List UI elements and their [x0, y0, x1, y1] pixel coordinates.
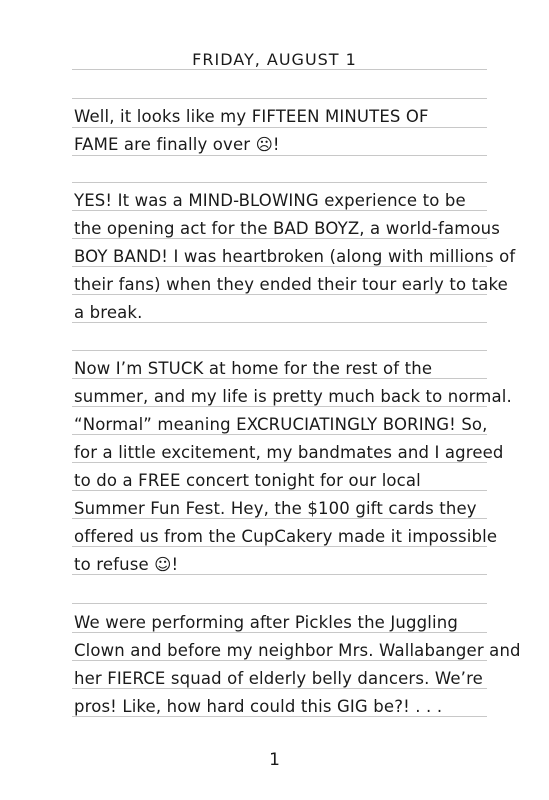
- text-line: for a little excitement, my bandmates and I agreed: [74, 443, 504, 462]
- rule-line: [72, 406, 487, 407]
- text-line: “Normal” meaning EXCRUCIATINGLY BORING! So,: [74, 415, 488, 434]
- text-line: Summer Fun Fest. Hey, the $100 gift cards they: [74, 499, 477, 518]
- page-number: 1: [269, 750, 280, 770]
- text-line: to refuse ☺!: [74, 555, 179, 574]
- text-line: Now I’m STUCK at home for the rest of the: [74, 359, 433, 378]
- rule-line: [72, 518, 487, 519]
- text-line: to do a FREE concert tonight for our local: [74, 471, 421, 490]
- rule-line: [72, 632, 487, 633]
- text-line: BOY BAND! I was heartbroken (along with millions of: [74, 247, 516, 266]
- rule-line: [72, 98, 487, 99]
- page-title: FRIDAY, AUGUST 1: [192, 50, 357, 69]
- rule-line: [72, 182, 487, 183]
- rule-line: [72, 490, 487, 491]
- rule-line: [72, 127, 487, 128]
- rule-line: [72, 603, 487, 604]
- rule-line: [72, 378, 487, 379]
- rule-line: [72, 210, 487, 211]
- text-line: summer, and my life is pretty much back to normal.: [74, 387, 512, 406]
- text-line: a break.: [74, 303, 143, 322]
- text-line: their fans) when they ended their tour early to take: [74, 275, 508, 294]
- rule-line: [72, 266, 487, 267]
- rule-line: [72, 462, 487, 463]
- rule-line: [72, 574, 487, 575]
- rule-line: [72, 69, 487, 70]
- text-line: Well, it looks like my FIFTEEN MINUTES OF: [74, 107, 429, 126]
- rule-line: [72, 350, 487, 351]
- text-line: offered us from the CupCakery made it impossible: [74, 527, 498, 546]
- text-line: Clown and before my neighbor Mrs. Wallabanger and: [74, 641, 521, 660]
- text-line: We were performing after Pickles the Juggling: [74, 613, 458, 632]
- rule-line: [72, 546, 487, 547]
- rule-line: [72, 434, 487, 435]
- text-line: her FIERCE squad of elderly belly dancers. We’re: [74, 669, 483, 688]
- text-line: pros! Like, how hard could this GIG be?! . . .: [74, 697, 443, 716]
- rule-line: [72, 322, 487, 323]
- rule-line: [72, 238, 487, 239]
- text-line: FAME are finally over ☹!: [74, 135, 280, 154]
- text-line: YES! It was a MIND-BLOWING experience to be: [74, 191, 466, 210]
- rule-line: [72, 294, 487, 295]
- rule-line: [72, 660, 487, 661]
- rule-line: [72, 688, 487, 689]
- rule-line: [72, 155, 487, 156]
- rule-line: [72, 716, 487, 717]
- text-line: the opening act for the BAD BOYZ, a world-famous: [74, 219, 501, 238]
